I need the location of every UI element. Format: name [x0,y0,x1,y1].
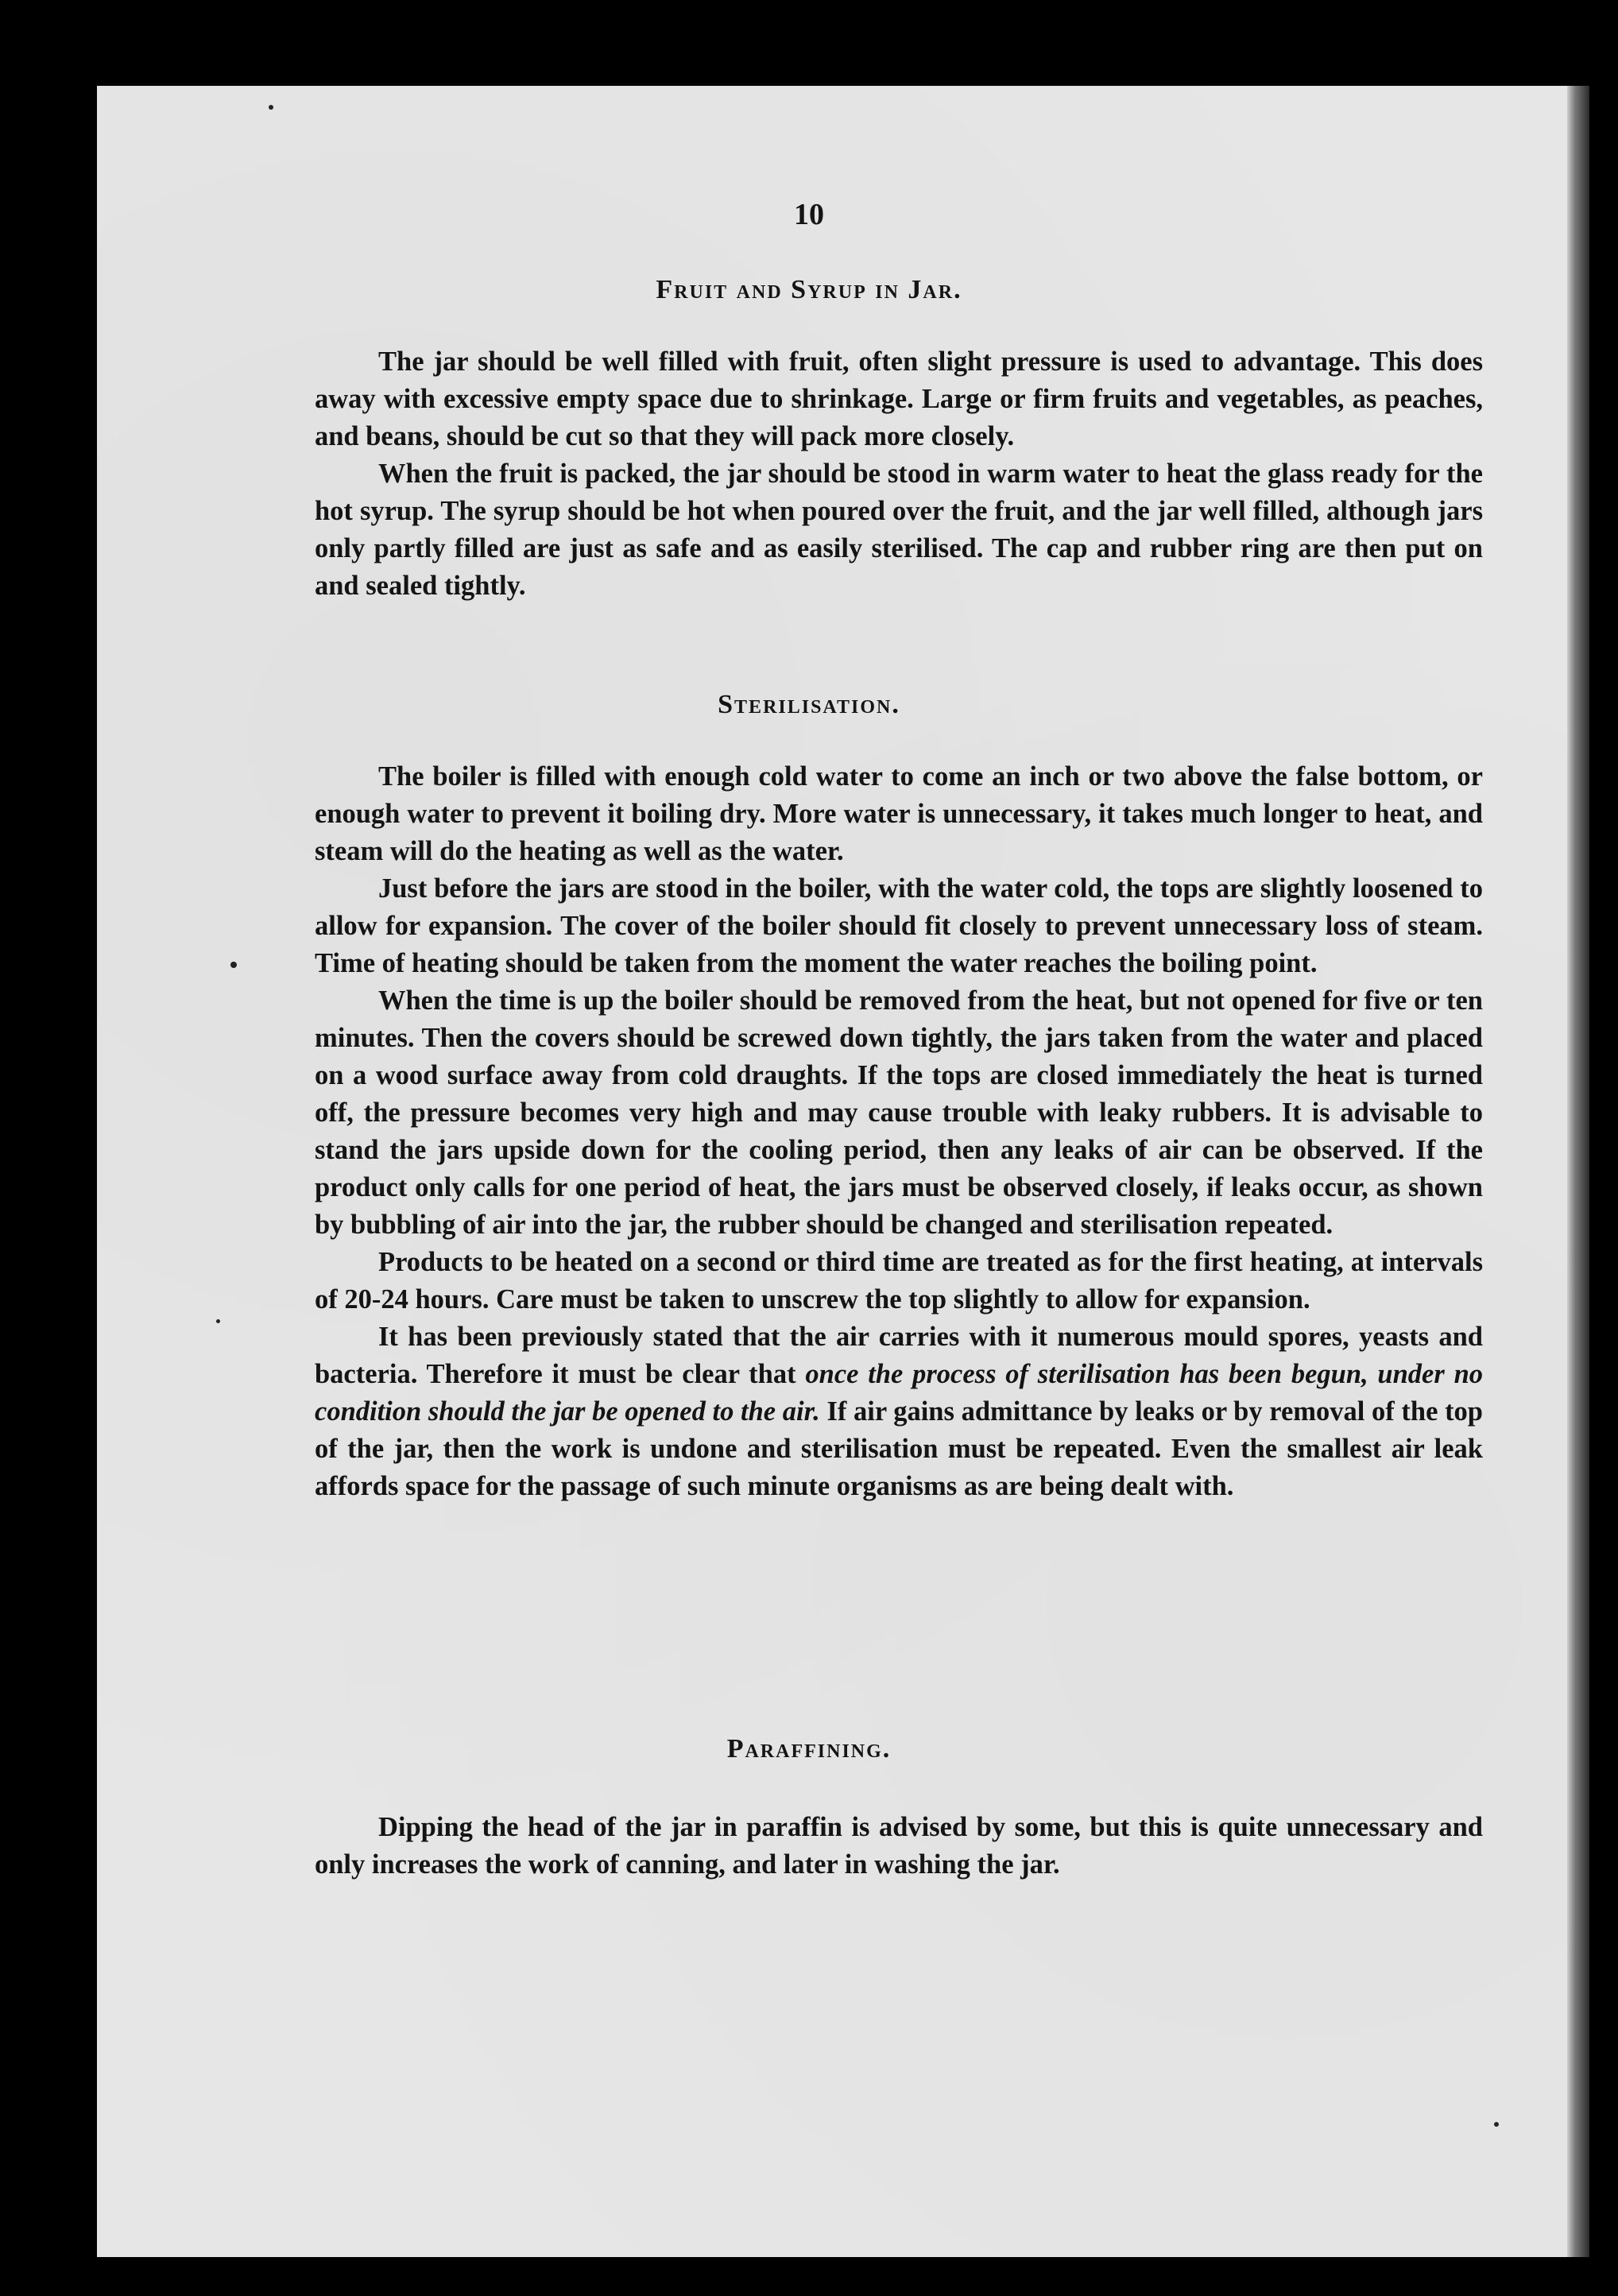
paragraph-mixed [315,1318,1483,1505]
heading-paraffining: Paraffining. [726,1734,892,1764]
italic-emphasis: once the process of sterilisation has been begun, under no condition should the jar be opened to the air. [315,1359,1484,1427]
heading-sterilisation: Sterilisation. [718,690,900,719]
paragraph: When the fruit is packed, the jar should be stood in warm water to heat the glass ready for the hot syrup. The syrup should be hot when poured over the fruit, and the jar well filled, although jars only partly filled are just as safe and as easily sterilised. The cap and rubber ring are then put on and sealed tightly. [315,459,1483,601]
page-edge-shadow [1567,86,1589,2257]
section-paraffining-body [315,1809,1483,1884]
scan-speck [216,1319,220,1323]
page-number: 10 [794,198,824,231]
paragraph: Dipping the head of the jar in paraffin is advised by some, but this is quite unnecessary and only increases the work of canning, and later in washing the jar. [315,1812,1483,1880]
scan-speck [269,105,273,110]
paragraph: The boiler is filled with enough cold water to come an inch or two above the false bottom, or enough water to prevent it boiling dry. More water is unnecessary, it takes much longer to heat, and steam will do the heating as well as the water. [315,761,1483,866]
paragraph: Just before the jars are stood in the boiler, with the water cold, the tops are slightly loosened to allow for expansion. The cover of the boiler should fit closely to prevent unnecessary loss of steam. Time of heating should be taken from the moment the water reaches the boiling point. [315,873,1483,978]
paragraph: The jar should be well filled with fruit, often slight pressure is used to advantage. This does away with excessive empty space due to shrinkage. Large or firm fruits and vegetables, as peaches, and beans, should be cut so that they will pack more closely. [315,347,1483,451]
paragraph: Products to be heated on a second or third time are treated as for the first heating, at intervals of 20-24 hours. Care must be taken to unscrew the top slightly to allow for expansion. [315,1247,1483,1314]
paragraph-text: If air gains admittance by leaks or by removal of the top of the jar, then the work is undone and sterilisation must be repeated. Even the smallest air leak affords space for the passage of such minute organisms as are being dealt with. [315,1396,1483,1501]
section-fruit-and-syrup-body [315,343,1483,605]
section-sterilisation-body [315,758,1483,1505]
scan-speck [230,962,237,968]
scan-speck [1494,2122,1499,2127]
paragraph: When the time is up the boiler should be removed from the heat, but not opened for five or ten minutes. Then the covers should be screwed down tightly, the jars taken from the water and placed on a wood surface away from cold draughts. If the tops are closed immediately the heat is turned off, the pressure becomes very high and may cause trouble with leaky rubbers. It is advisable to stand the jars upside down for the cooling period, then any leaks of air can be observed. If the product only calls for one period of heat, the jars must be observed closely, if leaks occur, as shown by bubbling of air into the jar, the rubber should be changed and sterilisation repeated. [315,985,1483,1240]
paragraph-text: It has been previously stated that the air carries with it numerous mould spores, yeasts and bacteria. Therefore it must be clear that [315,1322,1483,1389]
heading-fruit-and-syrup: Fruit and Syrup in Jar. [656,275,962,304]
